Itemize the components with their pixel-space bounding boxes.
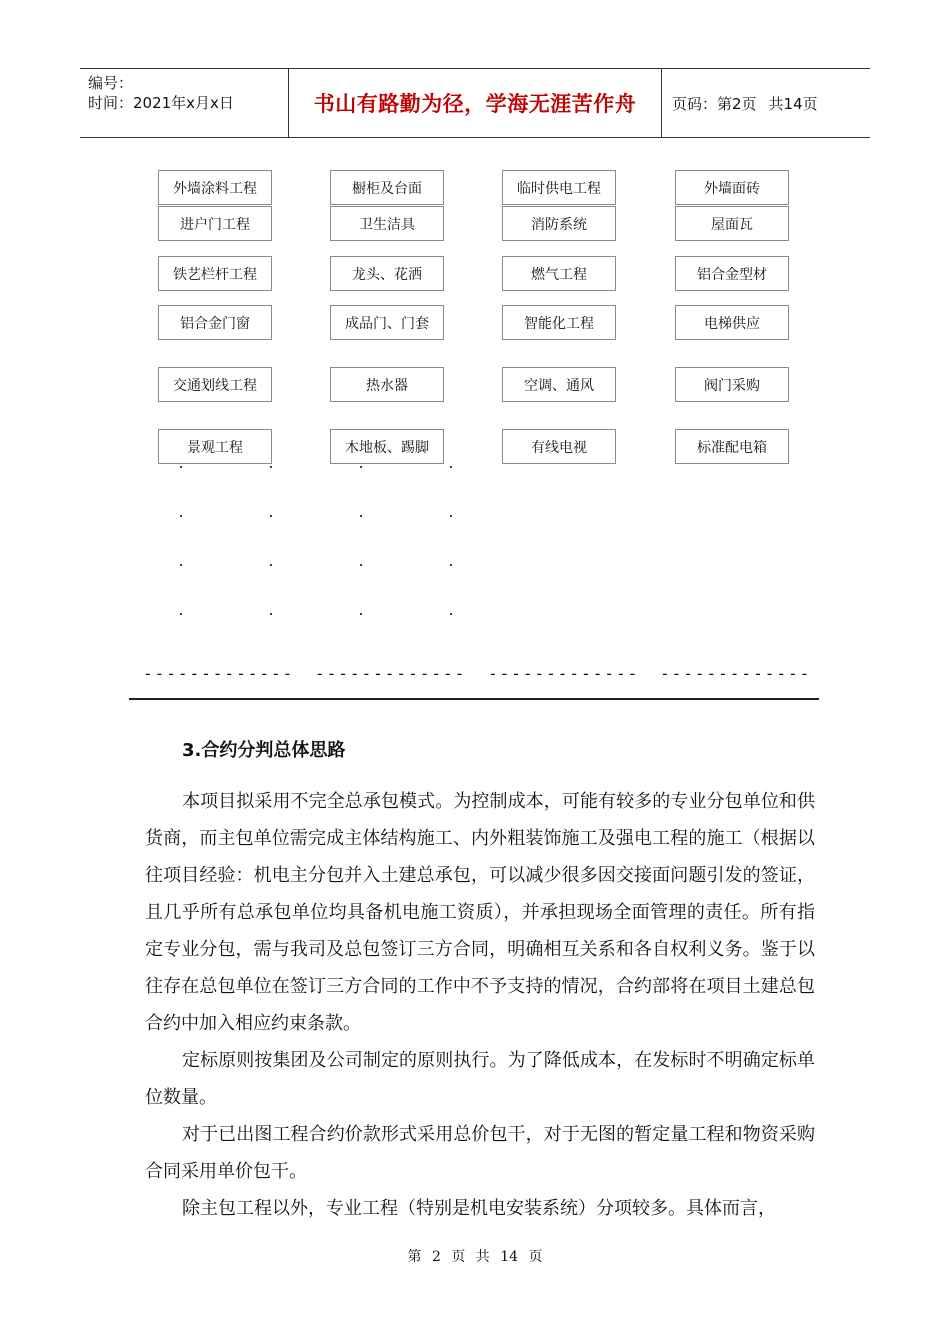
footer-page-number: 2 [431, 1249, 441, 1265]
grid-item-r3-c3: 燃气工程 [502, 256, 616, 291]
body-text [145, 783, 815, 1227]
grid-item-r2-c4: 屋面瓦 [675, 206, 789, 241]
section-divider [129, 698, 819, 700]
paragraph-4: 除主包工程以外，专业工程（特别是机电安装系统）分项较多。具体而言， [182, 1198, 776, 1219]
header-page-total: 共14页 [768, 94, 818, 113]
dash-line-1: ------------- [143, 664, 295, 683]
grid-item-r3-c1: 铁艺栏杆工程 [158, 256, 272, 291]
marker-dot [180, 515, 182, 517]
marker-dot [450, 564, 452, 566]
header-page-info [662, 69, 870, 137]
grid-item-r1-c2: 橱柜及台面 [330, 170, 444, 205]
footer-di: 第 [407, 1249, 422, 1265]
grid-item-r3-c2: 龙头、花洒 [330, 256, 444, 291]
grid-item-r4-c1: 铝合金门窗 [158, 305, 272, 340]
marker-dot [360, 466, 362, 468]
paragraph-2: 定标原则按集团及公司制定的原则执行。为了降低成本，在发标时不明确定标单位数量。 [145, 1050, 815, 1108]
grid-item-r5-c1: 交通划线工程 [158, 367, 272, 402]
marker-dot [180, 466, 182, 468]
grid-item-r2-c2: 卫生洁具 [330, 206, 444, 241]
marker-dot [270, 466, 272, 468]
grid-item-r3-c4: 铝合金型材 [675, 256, 789, 291]
grid-item-r1-c1: 外墙涂料工程 [158, 170, 272, 205]
footer-ye: 页 [451, 1249, 466, 1265]
footer-total-pages: 14 [500, 1249, 519, 1265]
marker-dot [360, 613, 362, 615]
grid-item-r6-c4: 标准配电箱 [675, 429, 789, 464]
grid-item-r1-c4: 外墙面砖 [675, 170, 789, 205]
footer-gong: 共 [475, 1249, 490, 1265]
grid-item-r6-c2: 木地板、踢脚 [330, 429, 444, 464]
grid-item-r6-c3: 有线电视 [502, 429, 616, 464]
footer-ye-2: 页 [528, 1249, 543, 1265]
grid-item-r6-c1: 景观工程 [158, 429, 272, 464]
grid-item-r5-c3: 空调、通风 [502, 367, 616, 402]
grid-item-r2-c3: 消防系统 [502, 206, 616, 241]
header-time-label: 时间：2021年x月x日 [88, 94, 234, 112]
marker-dot [180, 613, 182, 615]
marker-dot [450, 613, 452, 615]
grid-item-r4-c3: 智能化工程 [502, 305, 616, 340]
dash-line-3: ------------- [488, 664, 640, 683]
marker-dot [270, 564, 272, 566]
grid-item-r4-c4: 电梯供应 [675, 305, 789, 340]
dash-line-4: ------------- [660, 664, 812, 683]
grid-item-r1-c3: 临时供电工程 [502, 170, 616, 205]
marker-dot [450, 515, 452, 517]
section-title: 3.合约分判总体思路 [182, 740, 346, 761]
dash-line-2: ------------- [315, 664, 467, 683]
header-motto: 书山有路勤为径，学海无涯苦作舟 [288, 69, 662, 137]
paragraph-1: 本项目拟采用不完全总承包模式。为控制成本，可能有较多的专业分包单位和供货商，而主包单位需完成主体结构施工、内外粗装饰施工及强电工程的施工（根据以往项目经验：机电主分包并入土建总承包，可以减少很多因交接面问题引发的签证，且几乎所有总承包单位均具备机电施工资质），并承担现场全面管理的责任。所有指定专业分包，需与我司及总包签订三方合同，明确相互关系和各自权利义务。鉴于以往存在总包单位在签订三方合同的工作中不予支持的情况，合约部将在项目土建总包合约中加入相应约束条款。 [145, 791, 815, 1034]
paragraph-3: 对于已出图工程合约价款形式采用总价包干，对于无图的暂定量工程和物资采购合同采用单价包干。 [145, 1124, 815, 1182]
marker-dot [180, 564, 182, 566]
marker-dot [360, 564, 362, 566]
grid-item-r2-c1: 进户门工程 [158, 206, 272, 241]
marker-dot [270, 613, 272, 615]
marker-dot [450, 466, 452, 468]
grid-item-r4-c2: 成品门、门套 [330, 305, 444, 340]
grid-item-r5-c4: 阀门采购 [675, 367, 789, 402]
page-footer [0, 1246, 950, 1266]
header-number-label: 编号： [88, 74, 134, 92]
grid-item-r5-c2: 热水器 [330, 367, 444, 402]
header-meta [80, 69, 288, 137]
header-page-current: 页码：第2页 [672, 94, 757, 113]
marker-dot [360, 515, 362, 517]
marker-dot [270, 515, 272, 517]
page-header [80, 68, 870, 138]
